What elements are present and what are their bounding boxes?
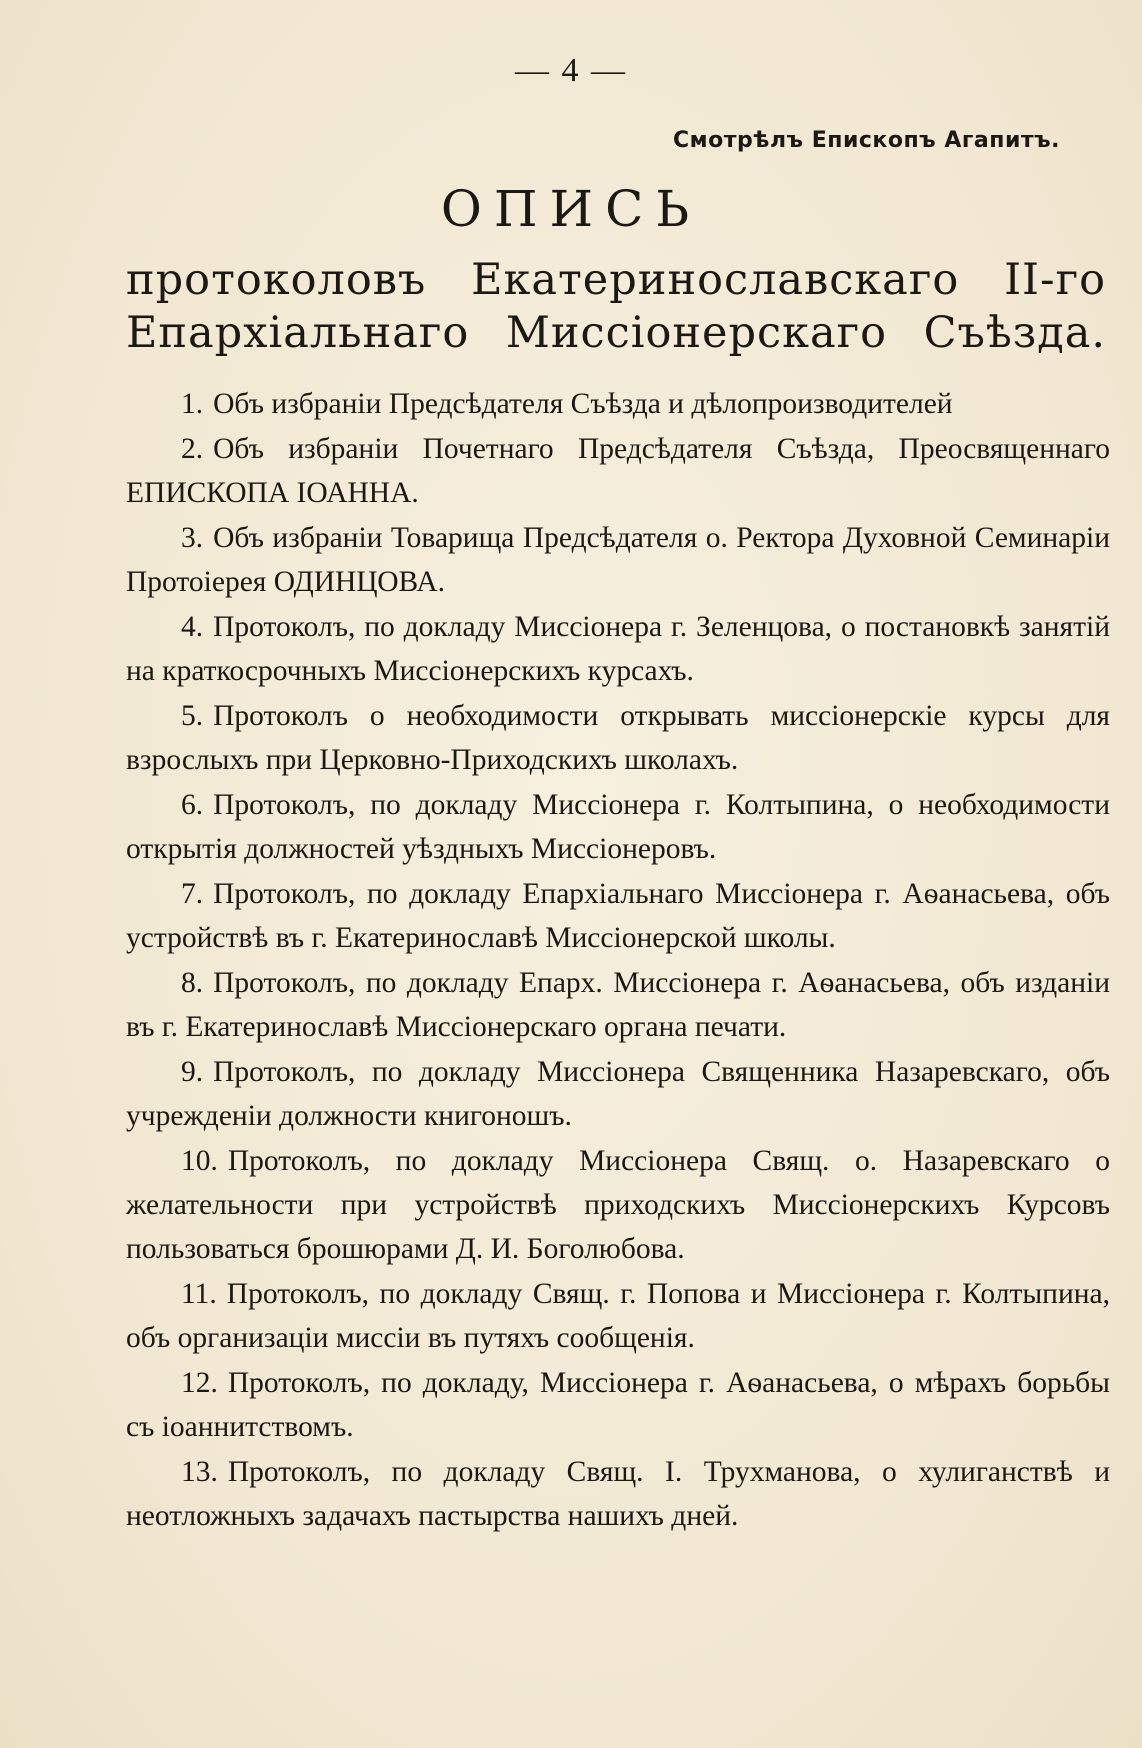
list-item xyxy=(126,694,1110,782)
item-number: 9. xyxy=(181,1056,204,1088)
list-item xyxy=(126,605,1110,693)
page-number: — 4 — xyxy=(515,52,627,89)
item-number: 8. xyxy=(181,967,204,999)
list-item xyxy=(126,1139,1110,1271)
item-number: 11. xyxy=(181,1278,217,1310)
item-number: 4. xyxy=(181,611,204,643)
page-title: ОПИСЬ xyxy=(440,180,702,238)
list-item xyxy=(126,1050,1110,1138)
censor-signature: Смотрѣлъ Епископъ Агапитъ. xyxy=(673,128,1060,153)
item-text: Протоколъ, по докладу, Миссіонера г. Аѳанасьева, о мѣрахъ борьбы съ іоаннитствомъ. xyxy=(126,1367,1110,1443)
item-text: Протоколъ о необходимости открывать миссіонерскіе курсы для взрослыхъ при Церковно-Приходскихъ школахъ. xyxy=(126,700,1110,776)
item-number: 5. xyxy=(181,700,204,732)
item-number: 2. xyxy=(181,433,204,465)
item-text: Протоколъ, по докладу Свящ. г. Попова и Миссіонера г. Колтыпина, объ организаціи миссіи въ путяхъ сообщенія. xyxy=(126,1278,1110,1354)
list-item xyxy=(126,382,1110,426)
protocol-list xyxy=(126,382,1110,1539)
list-item xyxy=(126,427,1110,515)
subtitle-line-2: Епархіальнаго Миссіонерскаго Съѣзда. xyxy=(126,308,1106,358)
item-text: Протоколъ, по докладу Епарх. Миссіонера г. Аѳанасьева, объ изданіи въ г. Екатеринославѣ Миссіонерскаго органа печати. xyxy=(126,967,1110,1043)
list-item xyxy=(126,872,1110,960)
item-text: Протоколъ, по докладу Миссіонера Свящ. о. Назаревскаго о желательности при устройствѣ приходскихъ Миссіонерскихъ Курсовъ пользоваться брошюрами Д. И. Боголюбова. xyxy=(126,1145,1110,1265)
item-text: Протоколъ, по докладу Епархіальнаго Миссіонера г. Аѳанасьева, объ устройствѣ въ г. Екатеринославѣ Миссіонерской школы. xyxy=(126,878,1110,954)
list-item xyxy=(126,961,1110,1049)
item-number: 1. xyxy=(181,388,204,420)
item-text: Протоколъ, по докладу Свящ. І. Трухманова, о хулиганствѣ и неотложныхъ задачахъ пастырства нашихъ дней. xyxy=(126,1456,1110,1532)
item-text: Объ избраніи Предсѣдателя Съѣзда и дѣлопроизводителей xyxy=(213,388,953,420)
item-text: Объ избраніи Товарища Предсѣдателя о. Ректора Духовной Семинаріи Протоіерея ОДИНЦОВА. xyxy=(126,522,1110,598)
list-item xyxy=(126,783,1110,871)
list-item xyxy=(126,1272,1110,1360)
item-number: 12. xyxy=(181,1367,218,1399)
item-text: Протоколъ, по докладу Миссіонера г. Зеленцова, о постановкѣ занятій на краткосрочныхъ Миссіонерскихъ курсахъ. xyxy=(126,611,1110,687)
item-number: 3. xyxy=(181,522,204,554)
subtitle-line-1: протоколовъ Екатеринославскаго II-го xyxy=(126,255,1106,305)
list-item xyxy=(126,516,1110,604)
item-text: Протоколъ, по докладу Миссіонера г. Колтыпина, о необходимости открытія должностей уѣздныхъ Миссіонеровъ. xyxy=(126,789,1110,865)
item-number: 10. xyxy=(181,1145,218,1177)
list-item xyxy=(126,1361,1110,1449)
list-item xyxy=(126,1450,1110,1538)
item-text: Объ избраніи Почетнаго Предсѣдателя Съѣзда, Преосвященнаго ЕПИСКОПА ІОАННА. xyxy=(126,433,1110,509)
item-number: 6. xyxy=(181,789,204,821)
item-number: 13. xyxy=(181,1456,218,1488)
item-number: 7. xyxy=(181,878,204,910)
item-text: Протоколъ, по докладу Миссіонера Священника Назаревскаго, объ учрежденіи должности книгоношъ. xyxy=(126,1056,1110,1132)
